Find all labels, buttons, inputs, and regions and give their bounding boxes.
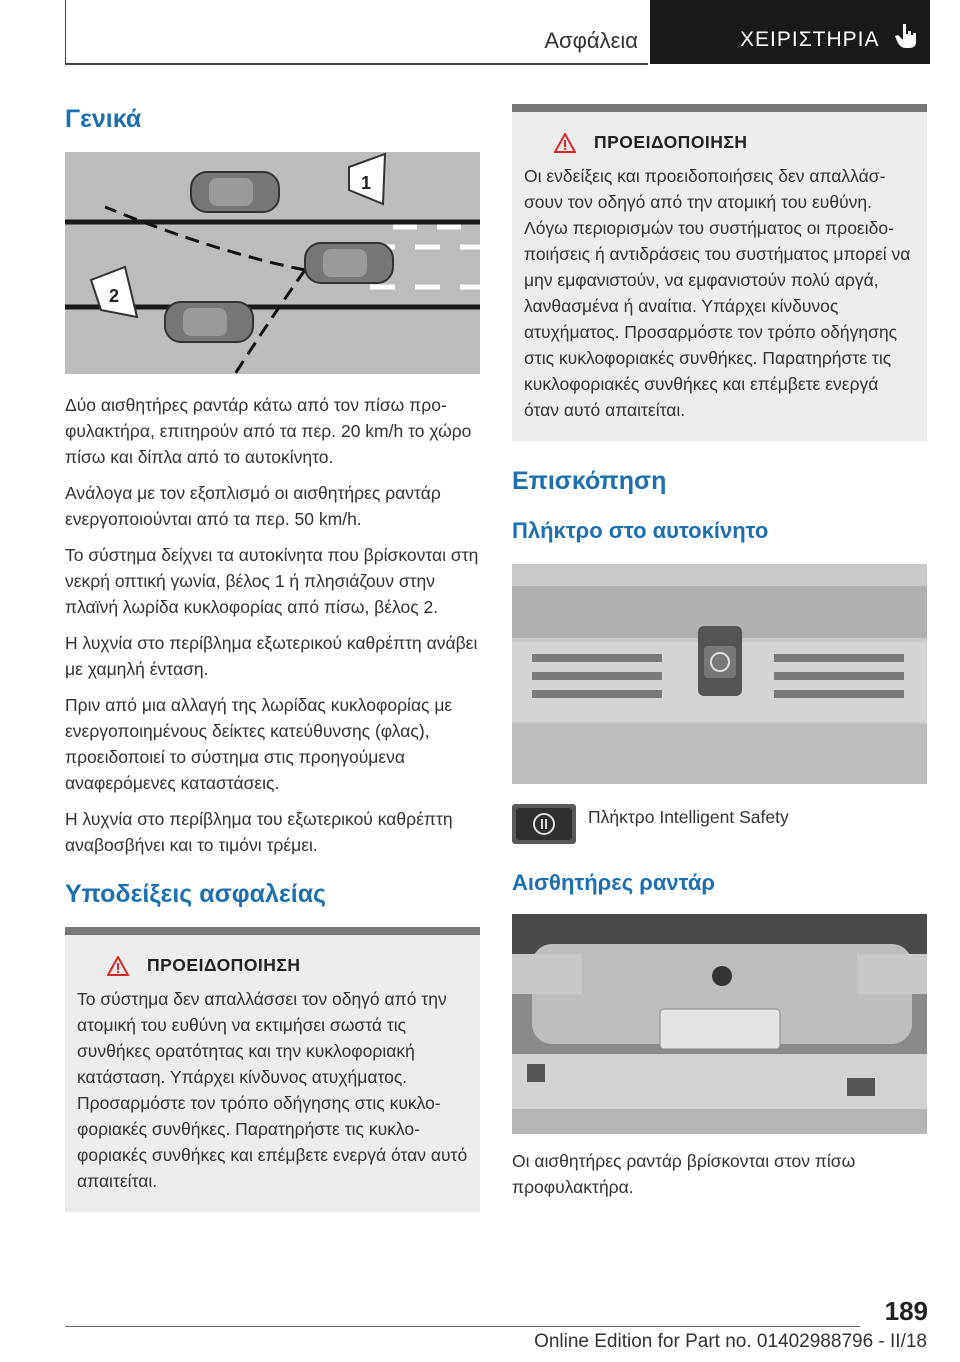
chapter-tab-label: ΧΕΙΡΙΣΤΗΡΙΑ: [740, 28, 880, 51]
hand-pointer-icon: [894, 22, 918, 50]
section-title: Ασφάλεια: [544, 28, 638, 53]
warning-box: [65, 927, 480, 1212]
right-column: [512, 104, 927, 1210]
footer-rule: [65, 1326, 860, 1327]
button-heading: Πλήκτρο στο αυτοκίνητο: [512, 518, 769, 543]
overview-heading: Επισκόπηση: [512, 467, 667, 495]
safety-heading: Υποδείξεις ασφαλείας: [65, 880, 327, 908]
button-caption: Πλήκτρο Intelligent Safety: [588, 807, 789, 827]
paragraph: Η λυχνία στο περίβλημα εξωτερικού καθρέπτη ανάβει με χαμηλή ένταση.: [65, 633, 478, 679]
warning-text: Το σύστημα δεν απαλλάσσει τον οδηγό από την ατομική του ευθύνη να εκτιμήσει σωστά τις συνθήκες ορατότητας και την κυκλοφοριακή κατάσταση. Υπάρχει κίνδυνος ατυχήματος. Προσαρμόστε τον τρόπο οδήγησης στις κυκλοφοριακές συνθήκες. Παρατηρήστε τις κυκλοφοριακές συνθήκες και επέμβετε ενεργά όταν αυτό απαιτείται.: [77, 989, 468, 1191]
button-legend: [512, 804, 927, 844]
figure-label-2: 2: [109, 286, 120, 306]
warning-title: ΠΡΟΕΙΔΟΠΟΙΗΣΗ: [594, 132, 748, 152]
blind-spot-figure: [65, 152, 480, 374]
warning-triangle-icon: [554, 133, 576, 153]
header-rule-left: [65, 0, 66, 64]
warning-box: [512, 104, 927, 441]
button-photo: [512, 564, 927, 784]
general-heading: Γενικά: [65, 105, 142, 133]
paragraph: Το σύστημα δείχνει τα αυτοκίνητα που βρίσκονται στη νεκρή οπτική γωνία, βέλος 1 ή πλησιάζουν στην πλαϊνή λωρίδα κυκλοφορίας από πίσω, βέλος 2.: [65, 545, 479, 617]
chapter-tab[interactable]: [650, 0, 930, 64]
paragraph: Δύο αισθητήρες ραντάρ κάτω από τον πίσω προφυλακτήρα, επιτηρούν από τα περ. 20 km/h το χώρο πίσω και δίπλα από το αυτοκίνητο.: [65, 395, 472, 467]
figure-label-1: 1: [361, 173, 372, 193]
page-number: 189: [884, 1296, 928, 1326]
intelligent-safety-button-icon: [512, 804, 576, 844]
warning-triangle-icon: [107, 956, 129, 976]
paragraph: Ανάλογα με τον εξοπλισμό οι αισθητήρες ραντάρ ενεργοποιούνται από τα περ. 50 km/h.: [65, 483, 441, 529]
rear-bumper-photo: [512, 914, 927, 1134]
sensors-heading: Αισθητήρες ραντάρ: [512, 870, 715, 895]
left-column: [65, 105, 480, 1212]
edition-footer: Online Edition for Part no. 01402988796 - II/18: [534, 1331, 927, 1352]
sensors-caption: Οι αισθητήρες ραντάρ βρίσκονται στον πίσω προφυλακτήρα.: [512, 1151, 856, 1197]
warning-text: Οι ενδείξεις και προειδοποιήσεις δεν απαλλάσσουν τον οδηγό από την ατομική του ευθύνη. Λόγω περιορισμών του συστήματος οι προειδοποιήσεις ή αντιδράσεις του συστήματος μπορεί να μην εμφανιστούν, να εμφανιστούν πολύ αργά, λανθασμένα ή αναίτια. Υπάρχει κίνδυνος ατυχήματος. Προσαρμόστε τον τρόπο οδήγησης στις κυκλοφοριακές συνθήκες. Παρατηρήστε τις κυκλοφοριακές συνθήκες και επέμβετε ενεργά όταν αυτό απαιτείται.: [524, 166, 911, 420]
paragraph: Πριν από μια αλλαγή της λωρίδας κυκλοφορίας με ενεργοποιημένους δείκτες κατεύθυνσης (φλας), προειδοποιεί το σύστημα στις προηγούμενα αναφερόμενες καταστάσεις.: [65, 695, 453, 793]
header-rule: [65, 63, 648, 65]
warning-title: ΠΡΟΕΙΔΟΠΟΙΗΣΗ: [147, 955, 301, 975]
paragraph: Η λυχνία στο περίβλημα του εξωτερικού καθρέπτη αναβοσβήνει και το τιμόνι τρέμει.: [65, 809, 453, 855]
